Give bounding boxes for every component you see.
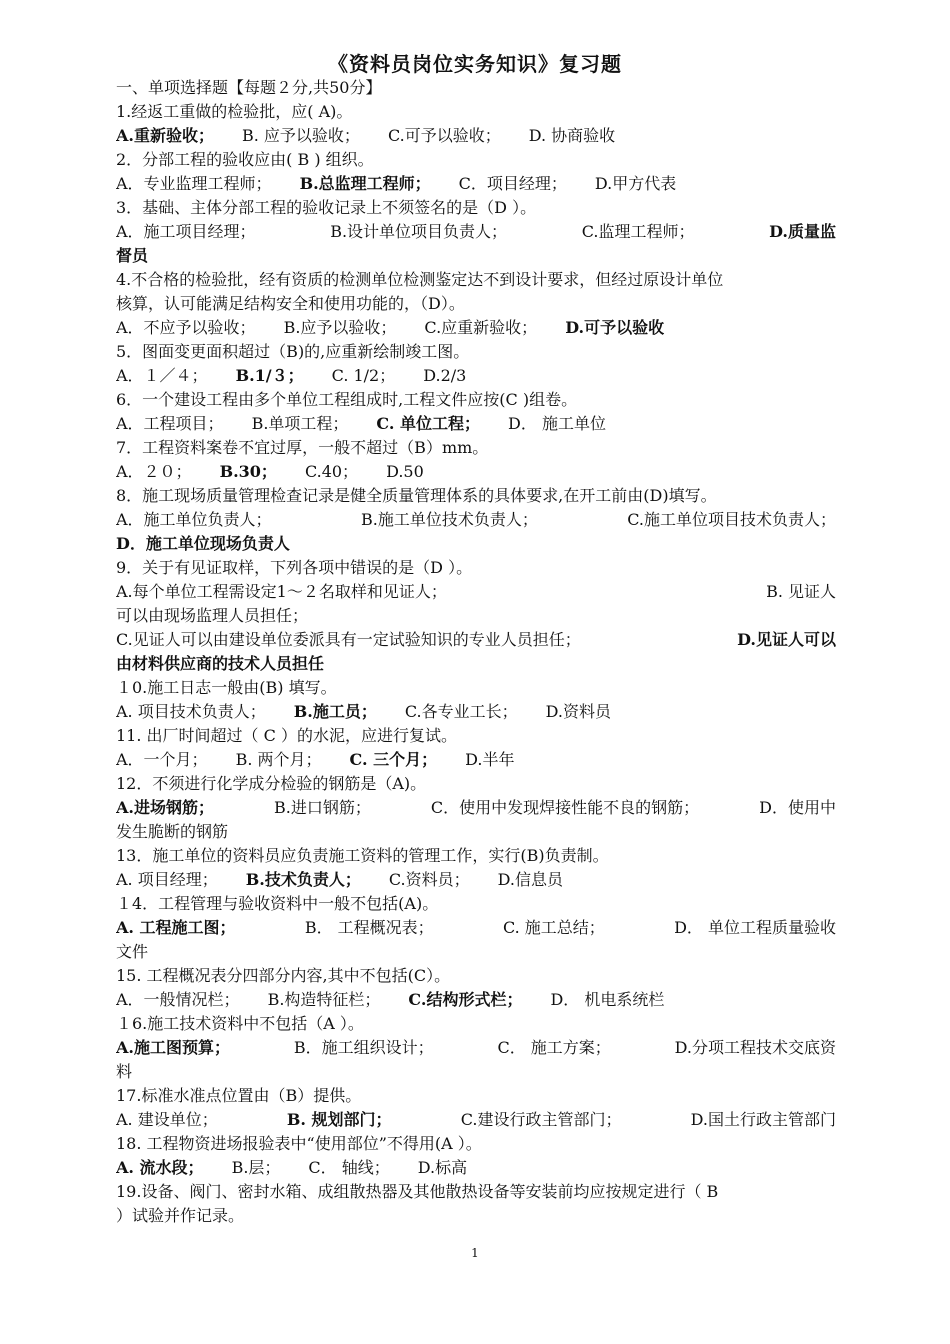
option-continuation: 由材料供应商的技术人员担任 [116,654,325,673]
options-row [116,748,836,772]
option-continuation: 督员 [116,246,149,265]
option-c: C.40； [304,462,359,481]
options-row [116,1036,836,1060]
option-b: B.设计单位项目负责人； [330,222,508,241]
option-b: B.1/３； [235,366,304,385]
option-a: A．２０； [116,462,192,481]
options-row [116,172,836,196]
option-c: C. 施工总结； [502,918,605,937]
option-continuation: 文件 [116,942,149,961]
page-number: 1 [471,1246,479,1260]
option-a: A．施工单位负责人； [116,510,272,529]
option-c: C．项目经理； [458,174,567,193]
option-b: B.单项工程； [251,414,349,433]
option-d: D.标高 [417,1158,468,1177]
option-d: D.分项工程技术交底资 [674,1038,836,1057]
question-stem-continuation: ）试验并作记录。 [116,1206,245,1225]
option-b: B.层； [231,1158,281,1177]
option-d: D.可予以验收 [565,318,665,337]
option-a: A．１／４； [116,366,208,385]
option-d: D.甲方代表 [594,174,677,193]
option-b: B.应予以验收； [283,318,397,337]
options-row [116,1108,836,1132]
option-c: C.见证人可以由建设单位委派具有一定试验知识的专业人员担任； [116,630,581,649]
option-b: B.施工单位技术负责人； [360,510,538,529]
option-a: A.施工图预算； [116,1038,230,1057]
options-row [116,700,836,724]
options-row [116,364,836,388]
option-a: A．专业监理工程师； [116,174,272,193]
option-d: D.质量监 [769,222,836,241]
option-c: C.施工单位项目技术负责人； [627,510,836,529]
option-d: D． 单位工程质量验收 [674,918,836,937]
options-row [116,1156,836,1180]
option-a: A．工程项目； [116,414,224,433]
option-continuation: 可以由现场监理人员担任； [116,606,309,625]
option-b: B．施工组织设计； [293,1038,434,1057]
option-b: B.30； [219,462,277,481]
option-d: D． 施工单位 [508,414,606,433]
options-row [116,628,836,652]
question-stem: 3．基础、主体分部工程的验收记录上不须签名的是（D ）。 [116,198,537,217]
option-d: D.见证人可以 [737,630,836,649]
option-a: A. 项目技术负责人； [116,702,266,721]
question-stem: １0.施工日志一般由(B) 填写。 [116,678,337,697]
question-stem: 1.经返工重做的检验批，应( A)。 [116,102,353,121]
options-row [116,916,836,940]
section-heading: 一、单项选择题【每题２分,共50分】 [116,78,382,97]
option-continuation: 料 [116,1062,133,1081]
options-row [116,412,836,436]
options-row [116,124,836,148]
question-stem: 11. 出厂时间超过（ C ）的水泥，应进行复试。 [116,726,457,745]
question-stem-continuation: 核算，认可能满足结构安全和使用功能的，（D）。 [116,294,465,313]
option-c: C．使用中发现焊接性能不良的钢筋； [430,798,700,817]
options-row [116,988,836,1012]
option-a: A.进场钢筋； [116,798,214,817]
question-stem: 8．施工现场质量管理检查记录是健全质量管理体系的具体要求,在开工前由(D)填写。 [116,486,717,505]
option-c: C． 施工方案； [497,1038,611,1057]
question-stem: 18. 工程物资进场报验表中“使用部位”不得用(A ）。 [116,1134,482,1153]
option-a: A．一个月； [116,750,208,769]
document-title: 《资料员岗位实务知识》复习题 [328,52,622,76]
option-b: B. 见证人 [766,582,836,601]
option-a: A.每个单位工程需设定1～２名取样和见证人； [116,582,447,601]
option-b: B.总监理工程师； [299,174,431,193]
option-b: B.构造特征栏； [267,990,381,1009]
question-stem: 15. 工程概况表分四部分内容,其中不包括(C）。 [116,966,451,985]
options-row [116,460,836,484]
option-b: B. 两个月； [235,750,322,769]
option-d: D.半年 [465,750,515,769]
option-a: A. 项目经理； [116,870,218,889]
option-d: D.2/3 [423,366,467,385]
option-d: D． 机电系统栏 [550,990,665,1009]
question-stem: 12．不须进行化学成分检验的钢筋是（A)。 [116,774,427,793]
question-stem: １4．工程管理与验收资料中一般不包括(A)。 [116,894,439,913]
option-a: A．一般情况栏； [116,990,240,1009]
option-a: A.重新验收； [116,126,214,145]
option-d: D.资料员 [545,702,611,721]
option-c: C. 1/2； [331,366,396,385]
option-d: D.50 [386,462,424,481]
options-row [116,868,836,892]
option-d: D．施工单位现场负责人 [116,534,290,553]
options-row [116,220,836,244]
option-c: C.可予以验收； [387,126,501,145]
option-c: C.资料员； [388,870,470,889]
option-b: B.进口钢筋； [274,798,371,817]
question-stem: １6.施工技术资料中不包括（A ）。 [116,1014,364,1033]
options-row [116,796,836,820]
option-c: C.监理工程师； [581,222,695,241]
option-b: B.施工员； [293,702,377,721]
option-a: A．不应予以验收； [116,318,256,337]
options-row [116,316,836,340]
option-c: C.应重新验收； [424,318,538,337]
option-c: C.建设行政主管部门； [460,1110,622,1129]
question-list [116,76,836,1228]
option-a: A. 建设单位； [116,1110,218,1129]
option-d: D.信息员 [497,870,563,889]
question-stem: 9．关于有见证取样，下列各项中错误的是（D ）。 [116,558,473,577]
question-stem: 13．施工单位的资料员应负责施工资料的管理工作，实行(B)负责制。 [116,846,609,865]
option-b: B. 规划部门； [286,1110,392,1129]
option-c: C. 三个月； [349,750,438,769]
options-row [116,580,836,604]
question-stem: 2．分部工程的验收应由( B ) 组织。 [116,150,374,169]
question-stem: 7．工程资料案卷不宜过厚，一般不超过（B）mm。 [116,438,489,457]
question-stem: 4.不合格的检验批，经有资质的检测单位检测鉴定达不到设计要求，但经过原设计单位 [116,270,724,289]
option-c: C.结构形式栏； [408,990,523,1009]
option-c: C． 轴线； [308,1158,390,1177]
option-c: C. 单位工程； [376,414,481,433]
option-continuation: 发生脆断的钢筋 [116,822,229,841]
question-stem: 5．图面变更面积超过（B)的,应重新绘制竣工图。 [116,342,470,361]
option-b: B.技术负责人； [245,870,361,889]
question-stem: 17.标准水准点位置由（B）提供。 [116,1086,362,1105]
option-b: B. 应予以验收； [242,126,360,145]
option-a: A. 流水段； [116,1158,204,1177]
option-d: D. 协商验收 [528,126,616,145]
option-a: A. 工程施工图； [116,918,236,937]
option-d: D.国土行政主管部门 [690,1110,836,1129]
option-d: D．使用中 [759,798,836,817]
option-b: B． 工程概况表； [304,918,434,937]
option-c: C.各专业工长； [404,702,518,721]
options-row [116,508,836,532]
question-stem: 6．一个建设工程由多个单位工程组成时,工程文件应按(C )组卷。 [116,390,578,409]
question-stem: 19.设备、阀门、密封水箱、成组散热器及其他散热设备等安装前均应按规定进行（ B [116,1182,719,1201]
option-a: A．施工项目经理； [116,222,256,241]
